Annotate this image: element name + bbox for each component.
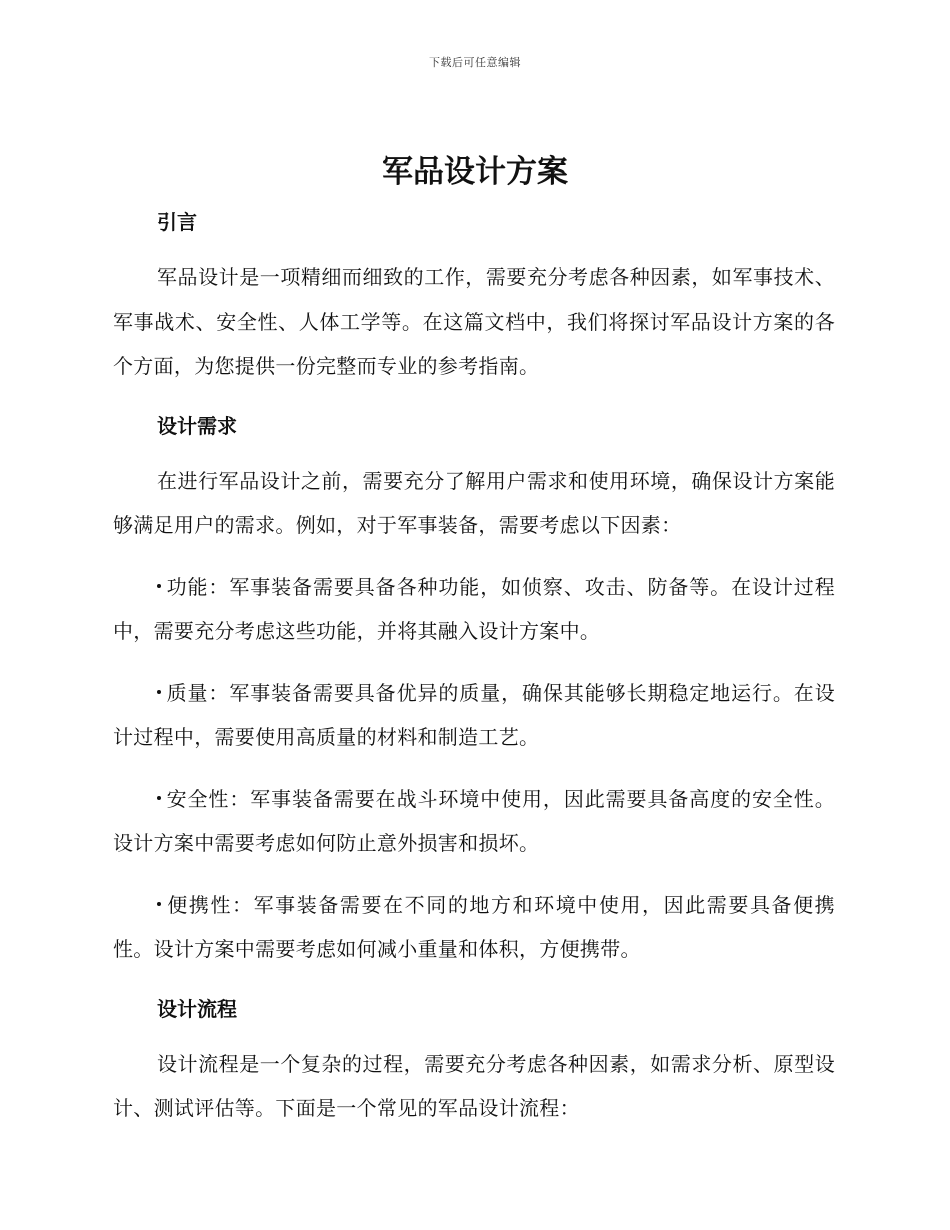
intro-paragraph: 军品设计是一项精细而细致的工作，需要充分考虑各种因素，如军事技术、军事战术、安全性、人体工学等。在这篇文档中，我们将探讨军品设计方案的各个方面，为您提供一份完整而专业的参考指南。 <box>113 265 835 378</box>
bullet-icon <box>157 796 161 800</box>
list-item <box>113 883 835 972</box>
bullet-icon <box>157 690 161 694</box>
section-heading-intro: 引言 <box>157 210 197 234</box>
list-item <box>113 565 835 654</box>
list-item-text: 质量：军事装备需要具备优异的质量，确保其能够长期稳定地运行。在设计过程中，需要使用高质量的材料和制造工艺。 <box>113 680 835 749</box>
list-item-text: 便携性：军事装备需要在不同的地方和环境中使用，因此需要具备便携性。设计方案中需要考虑如何减小重量和体积，方便携带。 <box>113 892 835 961</box>
page-title: 军品设计方案 <box>382 154 568 190</box>
process-paragraph: 设计流程是一个复杂的过程，需要充分考虑各种因素，如需求分析、原型设计、测试评估等。下面是一个常见的军品设计流程： <box>113 1051 835 1120</box>
list-item <box>113 671 835 760</box>
bullet-icon <box>157 902 161 906</box>
section-heading-process: 设计流程 <box>157 996 237 1021</box>
document-body <box>113 202 835 1131</box>
bullet-icon <box>157 584 161 588</box>
list-item-text: 功能：军事装备需要具备各种功能，如侦察、攻击、防备等。在设计过程中，需要充分考虑这些功能，并将其融入设计方案中。 <box>113 574 835 643</box>
section-heading-requirements: 设计需求 <box>157 413 237 438</box>
list-item-text: 安全性：军事装备需要在战斗环境中使用，因此需要具备高度的安全性。设计方案中需要考虑如何防止意外损害和损坏。 <box>113 786 835 855</box>
requirements-paragraph: 在进行军品设计之前，需要充分了解用户需求和使用环境，确保设计方案能够满足用户的需求。例如，对于军事装备，需要考虑以下因素： <box>113 468 835 537</box>
list-item <box>113 777 835 866</box>
header-note: 下载后可任意编辑 <box>429 56 521 69</box>
